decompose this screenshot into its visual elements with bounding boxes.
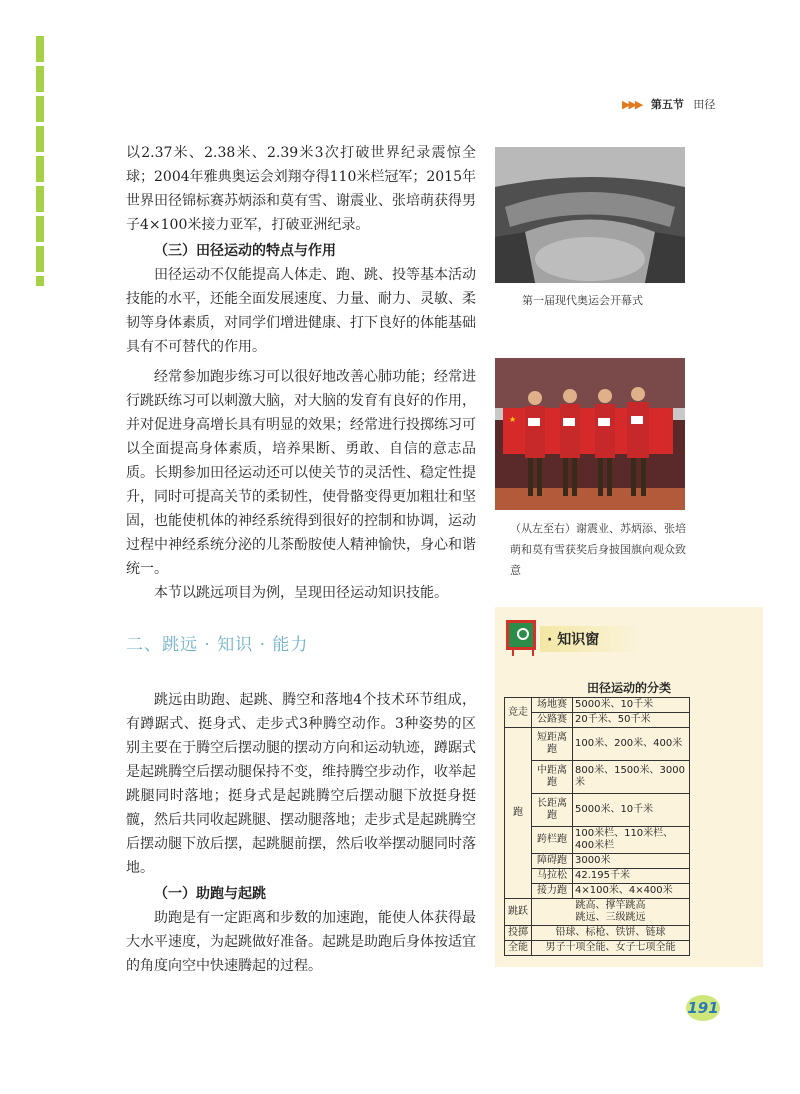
paragraph-effects: 经常参加跑步练习可以很好地改善心肺功能；经常进行跳跃练习可以刺激大脑，对大脑的发育有良好的作用，并对促进身高增长具有明显的效果；经常进行投掷练习可以全面提高身体素质，培养果断、勇敢、自信的意志品质。长期参加田径运动还可以使关节的灵活性、稳定性提升，同时可提高关节的柔韧性，使骨骼变得更加粗壮和坚固，也能使机体的神经系统得到很好的控制和协调，运动过程中神经系统分泌的儿茶酚胺使人精神愉快，身心和谐统一。 [126,369,476,577]
paragraph-run-up: 助跑是有一定距离和步数的加速跑，能使人体获得最大水平速度，为起跳做好准备。起跳是助跑后身体按适宜的角度向空中快速腾起的过程。 [126,910,476,974]
table-row [505,926,690,941]
track-classification-table [504,697,690,956]
event-list: 800米、1500米、3000米 [573,761,690,794]
blackboard-stand-icon [512,650,534,656]
header-arrows-icon: ▶▶▶ [622,98,642,111]
category-cell: 跑 [505,728,532,899]
event-list [532,899,690,926]
event-name: 马拉松 [532,869,573,884]
section-heading-long-jump: 二、跳远 · 知识 · 能力 [126,635,309,655]
event-name: 短距离跑 [532,728,573,761]
paragraph-records: 以2.37米、2.38米、2.39米3次打破世界纪录震惊全球；2004年雅典奥运会刘翔夺得110米栏冠军；2015年世界田径锦标赛苏炳添和莫有雪、谢震业、张培萌获得男子4×100米接力亚军，打破亚洲纪录。 [126,145,476,233]
header-topic: 田径 [693,98,716,111]
event-name: 公路赛 [532,713,573,728]
table-row [505,728,690,761]
event-list: 男子十项全能、女子七项全能 [532,941,690,956]
subheading-run-up: （一）助跑与起跳 [154,886,266,902]
blackboard-icon [506,620,536,650]
knowledge-title: · 知识窗 [547,632,600,648]
table-row [505,899,690,926]
event-list: 100米、200米、400米 [573,728,690,761]
main-text-top [126,141,476,605]
jump-events-line1: 跳高、撑竿跳高 [575,900,646,911]
category-cell: 竞走 [505,698,532,728]
event-list: 5000米、10千米 [573,698,690,713]
event-name: 跨栏跑 [532,827,573,854]
event-list: 铅球、标枪、铁饼、链球 [532,926,690,941]
paragraph-intro: 本节以跳远项目为例，呈现田径运动知识技能。 [154,585,448,601]
subheading-characteristics: （三）田径运动的特点与作用 [154,243,336,259]
running-header [622,96,715,112]
table-row [505,761,690,794]
table-row [505,854,690,869]
event-list: 42.195千米 [573,869,690,884]
event-name: 长距离跑 [532,794,573,827]
table-row [505,941,690,956]
event-list: 3000米 [573,854,690,869]
table-row [505,827,690,854]
knowledge-window [495,607,763,967]
olympics-opening-photo [495,147,685,283]
table-row [505,698,690,713]
svg-text:★: ★ [509,415,517,424]
event-list: 100米栏、110米栏、400米栏 [573,827,690,854]
photo1-caption: 第一届现代奥运会开幕式 [522,294,643,307]
event-name: 接力跑 [532,884,573,899]
table-row [505,713,690,728]
category-cell: 跳跃 [505,899,532,926]
jump-events-line2: 跳远、三级跳远 [575,912,646,923]
event-name: 场地赛 [532,698,573,713]
table-row [505,869,690,884]
table-title: 田径运动的分类 [586,681,671,695]
paragraph-benefits: 田径运动不仅能提高人体走、跑、跳、投等基本活动技能的水平，还能全面发展速度、力量、耐力、灵敏、柔韧等身体素质，对同学们增进健康、打下良好的体能基础具有不可替代的作用。 [126,267,476,355]
event-list: 20千米、50千米 [573,713,690,728]
event-name: 中距离跑 [532,761,573,794]
side-color-strip [36,36,44,286]
paragraph-long-jump: 跳远由助跑、起跳、腾空和落地4个技术环节组成，有蹲踞式、挺身式、走步式3种腾空动作。3种姿势的区别主要在于腾空后摆动腿的摆动方向和运动轨迹，蹲踞式是起跳腾空后摆动腿保持不变，维持腾空步动作，收举起跳腿同时落地；挺身式是起跳腾空后摆动腿下放挺身挺髋，然后共同收起跳腿、摆动腿落地；走步式是起跳腾空后摆动腿下放后摆，起跳腿前摆，然后收举摆动腿同时落地。 [126,692,476,876]
table-row [505,794,690,827]
category-cell: 投掷 [505,926,532,941]
photo2-caption: （从左至右）谢震业、苏炳添、张培萌和莫有雪获奖后身披国旗向观众致意 [510,522,686,577]
event-list: 4×100米、4×400米 [573,884,690,899]
event-list: 5000米、10千米 [573,794,690,827]
relay-team-photo [495,358,685,510]
category-cell: 全能 [505,941,532,956]
main-text-bottom [126,688,476,978]
event-name: 障碍跑 [532,854,573,869]
table-row [505,884,690,899]
page-number: 191 [686,995,720,1021]
header-section: 第五节 [650,98,684,111]
